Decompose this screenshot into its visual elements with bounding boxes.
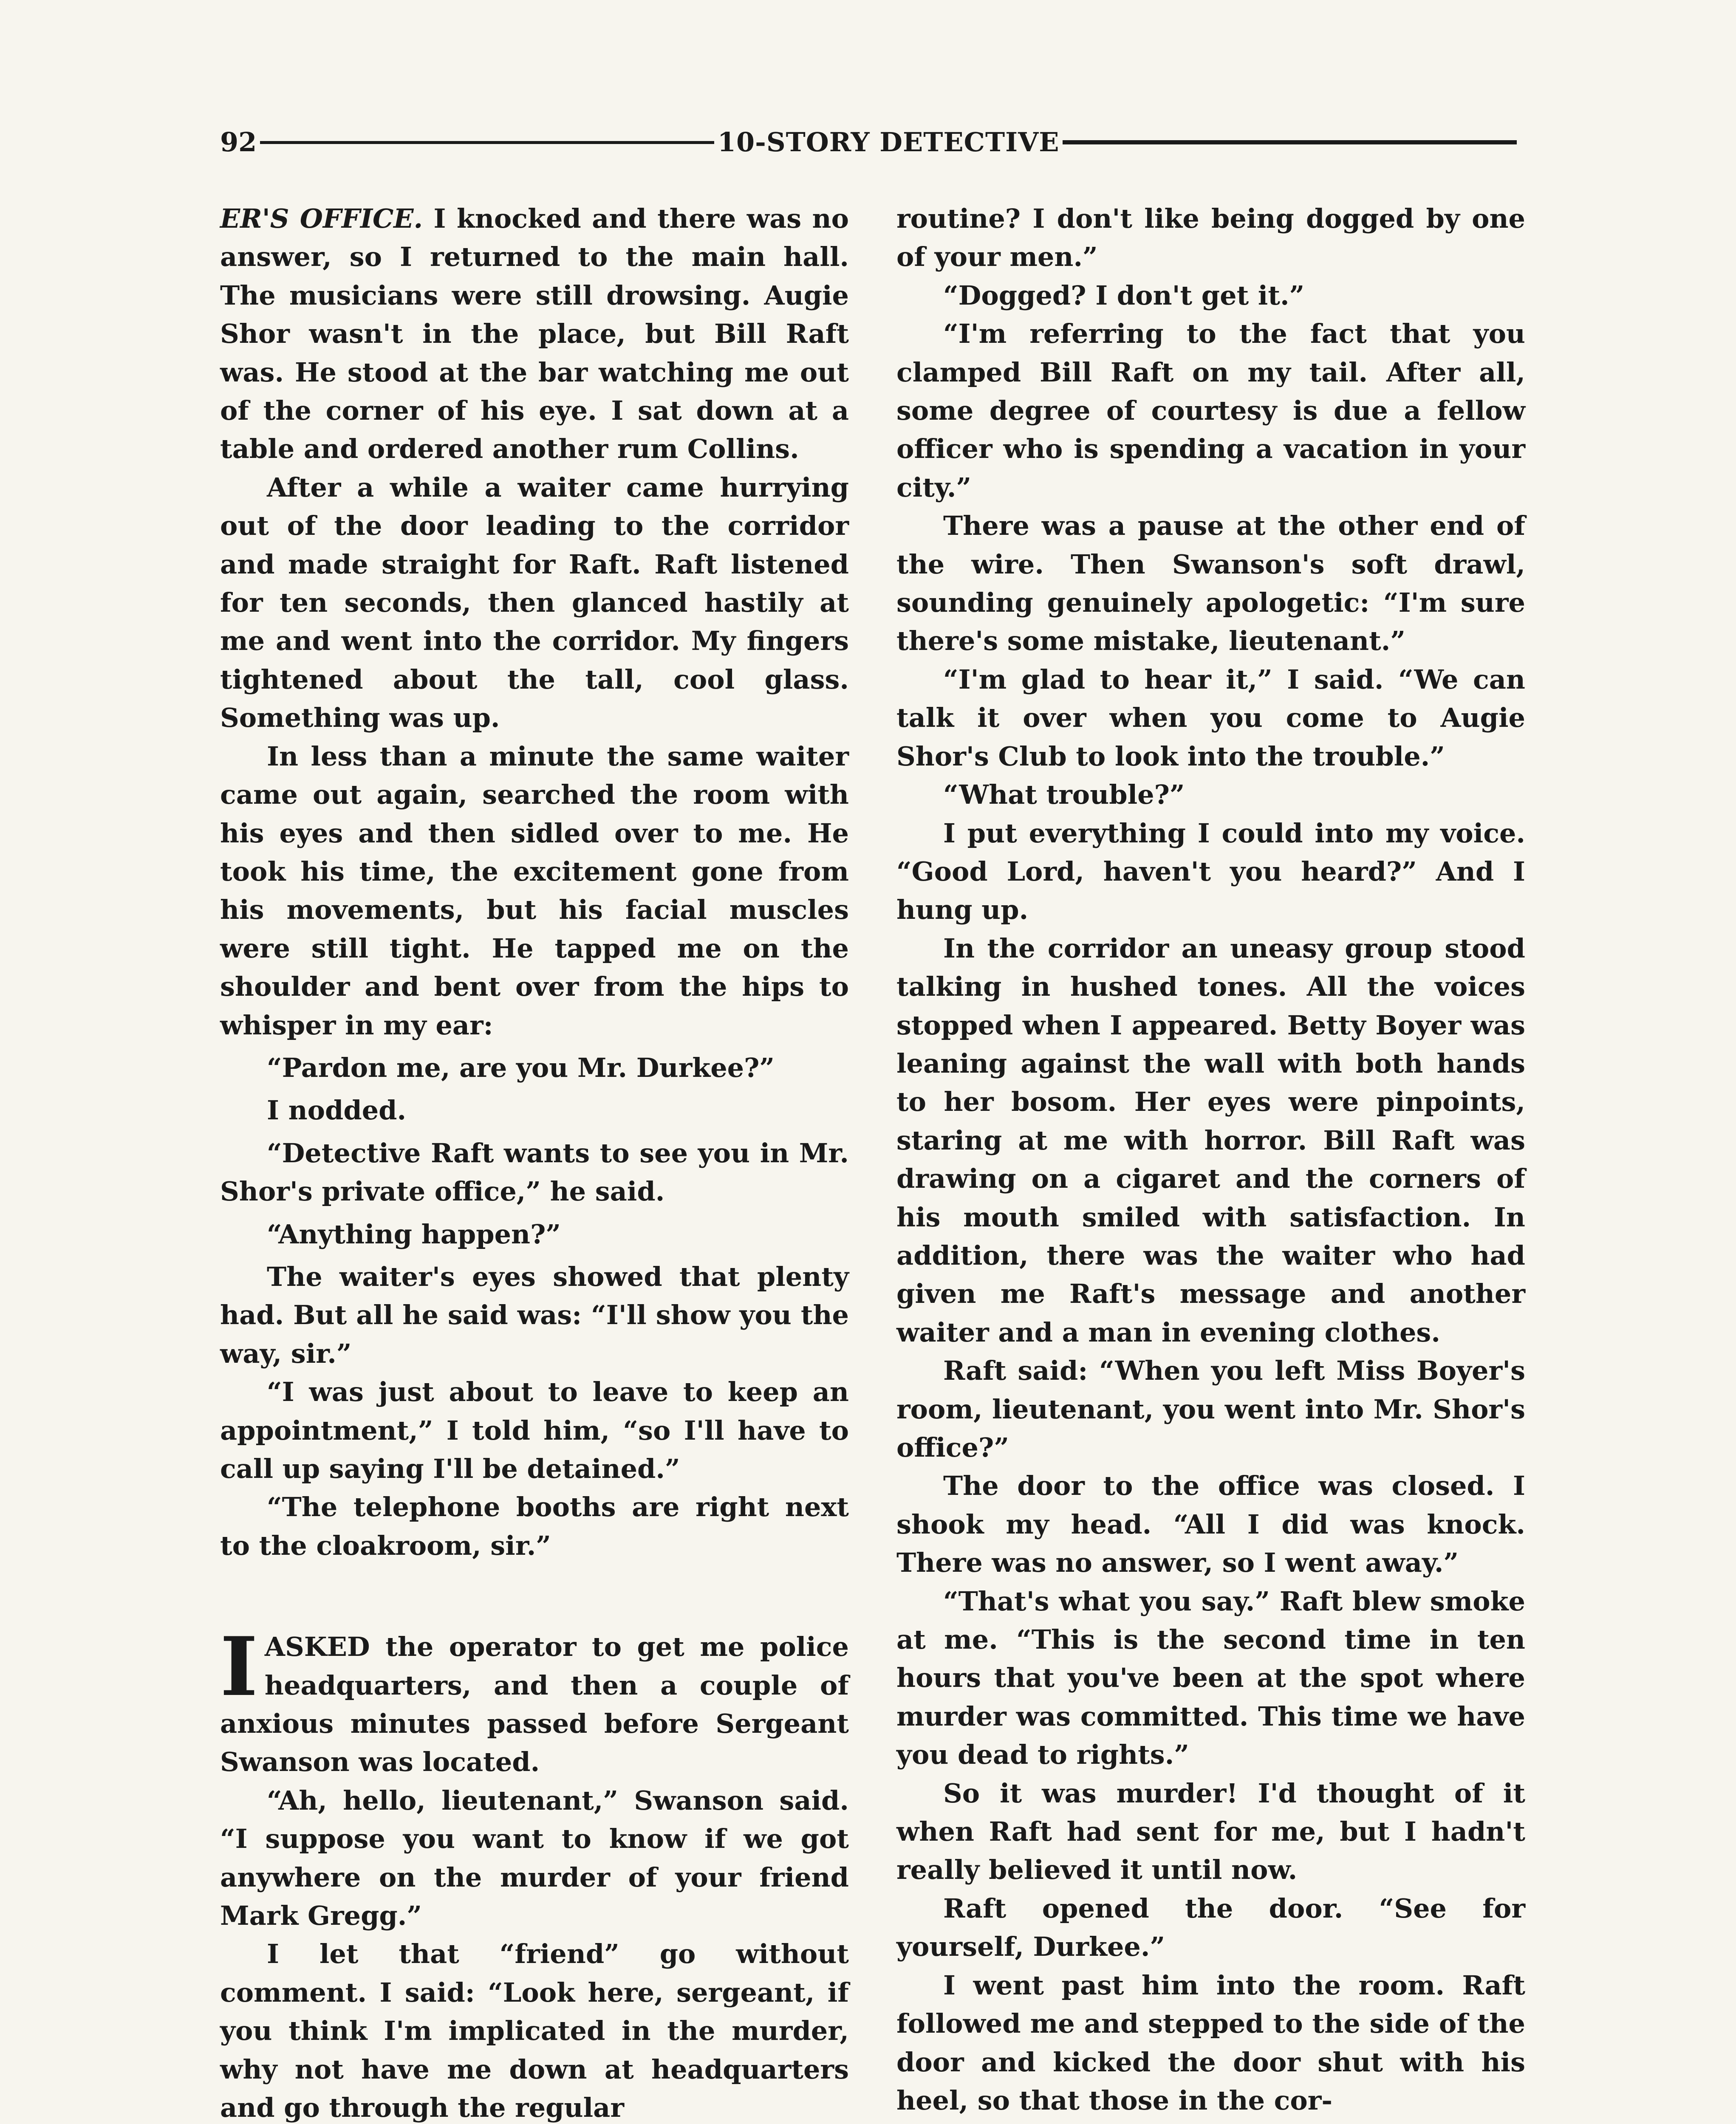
paragraph: Raft said: “When you left Miss Boyer's room, lieutenant, you went into Mr. Shor's office?”	[896, 1355, 1525, 1463]
paragraph: “That's what you say.” Raft blew smoke at me. “This is the second time in ten hours that you've been at the spot where murder was committed. This time we have you dead to rights.”	[896, 1585, 1525, 1771]
paragraph-text: I knocked and there was no answer, so I returned to the main hall. The musicians were still drowsing. Augie Shor wasn't in the place, but Bill Raft was. He stood at the bar watching me out of the corner of his eye. I sat down at a table and ordered another rum Collins.	[220, 203, 849, 465]
drop-cap: I	[220, 1619, 258, 1714]
paragraph: In less than a minute the same waiter came out again, searched the room with his eyes and then sidled over to me. He took his time, the excitement gone from his movements, but his facial muscles were still tight. He tapped me on the shoulder and bent over from the hips to whisper in my ear:	[220, 740, 849, 1041]
section-start-paragraph	[220, 1619, 849, 1782]
paragraph: “I was just about to leave to keep an appointment,” I told him, “so I'll have to call up saying I'll be detained.”	[220, 1376, 849, 1484]
paragraph: I put everything I could into my voice. “Good Lord, haven't you heard?” And I hung up.	[896, 817, 1525, 926]
right-column	[896, 200, 1525, 2120]
paragraph-text: the operator to get me police headquarters, and then a couple of anxious minutes passed before Sergeant Swanson was located.	[220, 1631, 849, 1778]
paragraph: I went past him into the room. Raft followed me and stepped to the side of the door and kicked the door shut with his heel, so that those in the cor-	[896, 1969, 1525, 2116]
paragraph: After a while a waiter came hurrying out of the door leading to the corridor and made straight for Raft. Raft listened for ten seconds, then glanced hastily at me and went into the corridor. My fingers tightened about the tall, cool glass. Something was up.	[220, 472, 849, 734]
paragraph: “Ah, hello, lieutenant,” Swanson said. “I suppose you want to know if we got anywhere on the murder of your friend Mark Gregg.”	[220, 1785, 849, 1932]
paragraph: “Anything happen?”	[267, 1218, 561, 1250]
paragraph: I nodded.	[267, 1095, 407, 1126]
header-rule-left	[260, 141, 714, 144]
paragraph: So it was murder! I'd thought of it when Raft had sent for me, but I hadn't really believed it until now.	[896, 1777, 1525, 1886]
paragraph: There was a pause at the other end of the wire. Then Swanson's soft drawl, sounding genuinely apologetic: “I'm sure there's some mistake, lieutenant.”	[896, 510, 1525, 657]
paragraph: The door to the office was closed. I shook my head. “All I did was knock. There was no answer, so I went away.”	[896, 1470, 1525, 1579]
paragraph: routine? I don't like being dogged by one of your men.”	[896, 203, 1525, 273]
small-caps-lead: ASKED	[264, 1631, 370, 1663]
paragraph: Raft opened the door. “See for yourself, Durkee.”	[896, 1892, 1525, 1963]
paragraph: “The telephone booths are right next to the cloakroom, sir.”	[220, 1491, 849, 1561]
paragraph: “Dogged? I don't get it.”	[943, 280, 1305, 311]
header-rule-right	[1063, 140, 1517, 144]
continued-lead-text: ER'S OFFICE.	[220, 203, 423, 234]
page-header	[220, 125, 1520, 159]
paragraph: In the corridor an uneasy group stood talking in hushed tones. All the voices stopped when I appeared. Betty Boyer was leaning against the wall with both hands to her bosom. Her eyes were pinpoints, staring at me with horror. Bill Raft was drawing on a cigaret and the corners of his mouth smiled with satisfaction. In addition, there was the waiter who had given me Raft's message and another waiter and a man in evening clothes.	[896, 932, 1525, 1348]
paragraph: The waiter's eyes showed that plenty had. But all he said was: “I'll show you the way, sir.”	[220, 1261, 849, 1369]
paragraph: “I'm glad to hear it,” I said. “We can talk it over when you come to Augie Shor's Club to look into the trouble.”	[896, 664, 1525, 772]
paragraph: I let that “friend” go without comment. I said: “Look here, sergeant, if you think I'm implicated in the murder, why not have me down at headquarters and go through the regular	[220, 1938, 849, 2124]
paragraph: “Pardon me, are you Mr. Durkee?”	[267, 1052, 775, 1083]
page-number: 92	[220, 127, 257, 158]
paragraph: “What trouble?”	[943, 779, 1185, 811]
paragraph: “Detective Raft wants to see you in Mr. Shor's private office,” he said.	[220, 1137, 849, 1207]
paragraph: “I'm referring to the fact that you clamped Bill Raft on my tail. After all, some degree of courtesy is due a fellow officer who is spending a vacation in your city.”	[896, 318, 1525, 503]
left-column	[220, 200, 849, 2124]
magazine-title: 10-STORY DETECTIVE	[717, 127, 1060, 158]
paragraph	[220, 200, 849, 469]
